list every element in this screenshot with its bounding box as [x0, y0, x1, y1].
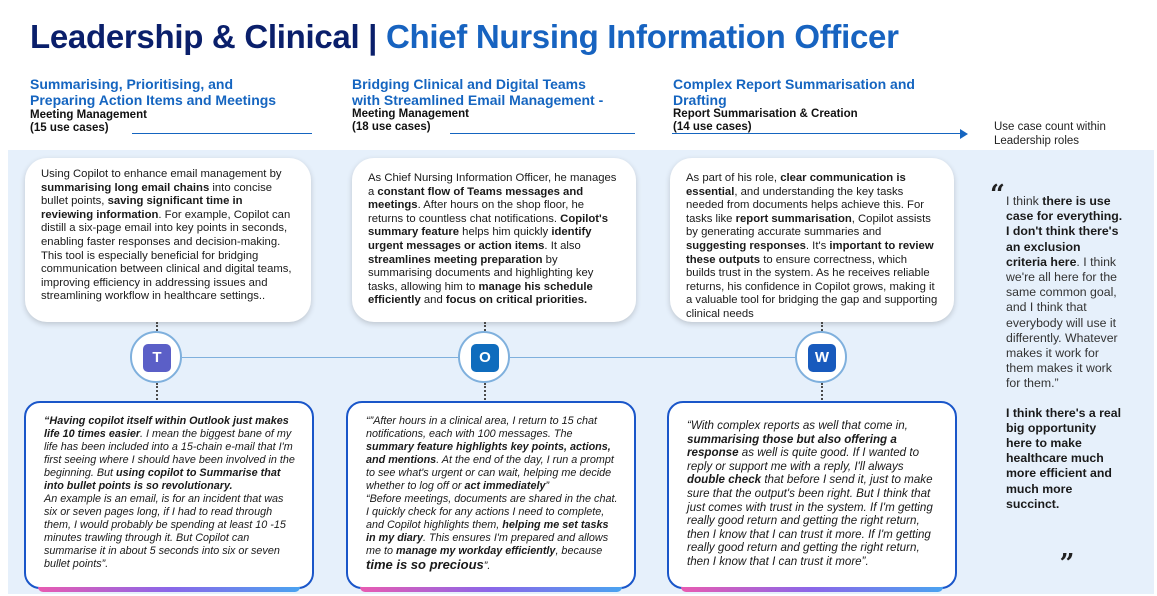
- open-quote-mark: “: [990, 180, 1005, 210]
- word-icon: W: [808, 344, 836, 372]
- column-use-case-count: (14 use cases): [673, 121, 752, 133]
- connector-dots: [821, 322, 823, 331]
- column-title-line: Drafting: [673, 92, 727, 108]
- teams-icon: T: [143, 344, 171, 372]
- connector-line: [182, 357, 460, 358]
- connector-dots: [156, 322, 158, 331]
- column-underline: [450, 133, 635, 134]
- column-title-line: Bridging Clinical and Digital Teams: [352, 76, 586, 92]
- column-category: Meeting Management: [30, 109, 147, 121]
- column-heading-3: [673, 76, 973, 134]
- column-title-line: Complex Report Summarisation and: [673, 76, 915, 92]
- connector-dots: [821, 383, 823, 400]
- page-title: [30, 18, 899, 56]
- column-underline: [132, 133, 312, 134]
- summary-card-3: As part of his role, clear communication is essential, and understanding the key tasks needed from documents helps achieve this. For tasks like report summarisation, Copilot assists by generating accurate summaries and suggesting responses. It's important to review these outputs to ensure correctness, which builds trust in the system. As he receives reliable returns, his confidence in Copilot grows, making it a valuable tool for bridging the gap and supporting clinical needs: [670, 158, 954, 322]
- outlook-icon: O: [471, 344, 499, 372]
- title-part-leadership: Leadership &: [30, 18, 236, 55]
- sidebar-quote-paragraph: I think there is use case for everything. I don't think there's an exclusion criteria here. I think we're all here for the same common goal, and I think that everybody will use it differently. Whatever makes it work for them makes it work for them.”: [1006, 194, 1123, 391]
- column-title-line: with Streamlined Email Management -: [352, 92, 604, 108]
- column-category: Report Summarisation & Creation: [673, 108, 858, 120]
- title-part-role: Chief Nursing Information Officer: [386, 18, 899, 55]
- word-icon-ring: [795, 331, 847, 383]
- column-title-line: Preparing Action Items and Meetings: [30, 92, 277, 108]
- summary-card-1: Using Copilot to enhance email management by summarising long email chains into concise bullet points, saving significant time in reviewing information. For example, Copilot can distill a six-page email into key points in seconds, enabling faster responses and decision-making. This tool is especially beneficial for bridging communication between clinical and digital teams, improving efficiency in addressing issues and streamlining workflow in healthcare settings..: [25, 158, 311, 322]
- quote-box-3: “With complex reports as well that come in, summarising those but also offering a response as well is quite good. If I wanted to reply or support me with a reply, I'll always double check that before I send it, just to make sure that the output's been right. But I think that just comes with trust in the system. If I'm getting really good return and getting the right return, then I know that I can trust it more. If I'm getting really good return and getting the right return, then I know that I can trust it more”.: [667, 401, 957, 589]
- use-case-note: Use case count within Leadership roles: [994, 121, 1106, 147]
- connector-line: [510, 357, 796, 358]
- quote-accent-bar: [360, 587, 622, 592]
- column-use-case-count: (15 use cases): [30, 122, 109, 134]
- quote-accent-bar: [681, 587, 943, 592]
- column-title-line: Summarising, Prioritising, and: [30, 76, 234, 92]
- connector-dots: [484, 322, 486, 331]
- teams-icon-ring: [130, 331, 182, 383]
- close-quote-mark: „: [1060, 534, 1075, 564]
- column-use-case-count: (18 use cases): [352, 121, 431, 133]
- quote-box-1: “Having copilot itself within Outlook just makes life 10 times easier. I mean the biggest bane of my life has been included into a 15-chain e-mail that I'm first seeing where I should have been involved in the beginning. But using copilot to Summarise that into bullet points is so revolutionary. An example is an email, is for an incident that was six or seven pages long, if I had to read through them, I would probably be spending at least 10 -15 minutes trawling through it. But Copilot can summarise it in about 5 seconds into six or seven bullet points”.: [24, 401, 314, 589]
- column-category: Meeting Management: [352, 108, 469, 120]
- title-part-clinical: Clinical |: [244, 18, 378, 55]
- arrow-right-icon: [960, 129, 968, 139]
- summary-card-2: As Chief Nursing Information Officer, he manages a constant flow of Teams messages and meetings. After hours on the shop floor, he returns to countless chat notifications. Copilot's summary feature helps him quickly identify urgent messages or action items. It also streamlines meeting preparation by summarising documents and highlighting key tasks, allowing him to manage his schedule efficiently and focus on critical priorities.: [352, 158, 636, 322]
- sidebar-quote-paragraph: I think there's a real big opportunity here to make healthcare much more efficient and much more succinct.: [1006, 405, 1122, 511]
- column-heading-1: [30, 76, 330, 135]
- quote-box-2: “”After hours in a clinical area, I return to 15 chat notifications, each with 100 messages. The summary feature highlights key points, actions, and mentions. At the end of the day, I run a prompt to see what's urgent or can wait, helping me decide whether to log off or act immediately” “Before meetings, documents are shared in the chat. I quickly check for any actions I need to complete, and Copilot highlights them, helping me set tasks in my diary. This ensures I'm prepared and allows me to manage my workday efficiently, because time is so precious”.: [346, 401, 636, 589]
- connector-dots: [484, 383, 486, 400]
- outlook-icon-ring: [458, 331, 510, 383]
- use-case-arrow-line: [672, 133, 962, 134]
- sidebar-quote: [1006, 194, 1124, 512]
- connector-dots: [156, 383, 158, 400]
- column-heading-2: [352, 76, 652, 134]
- quote-accent-bar: [38, 587, 300, 592]
